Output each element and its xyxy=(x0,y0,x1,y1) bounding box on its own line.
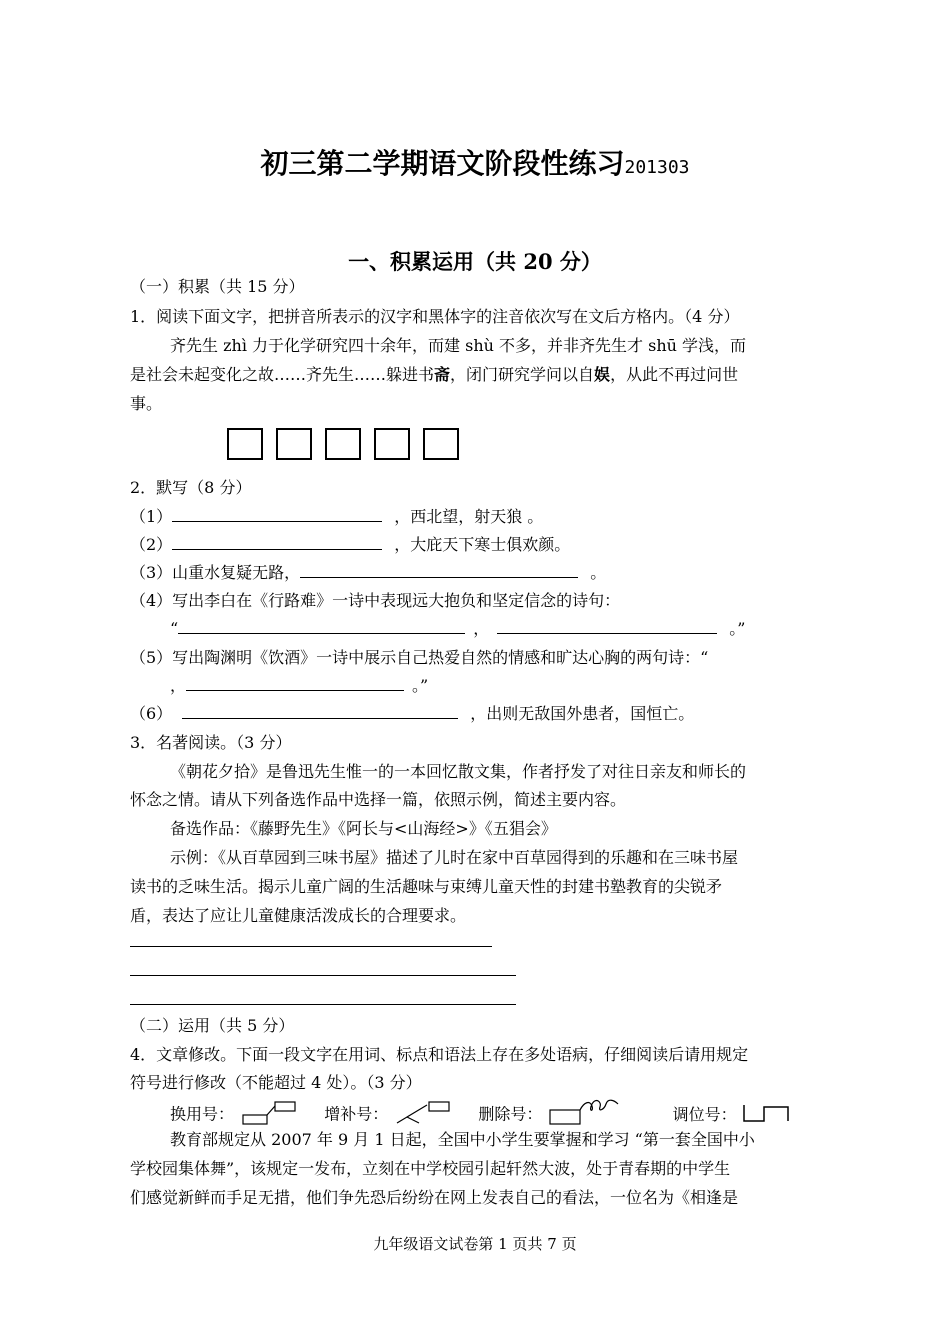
delete-mark-icon xyxy=(548,1098,628,1132)
answer-box-5[interactable] xyxy=(423,428,459,460)
q2-line5: （5）写出陶渊明《饮酒》一诗中展示自己热爱自然的情感和旷达心胸的两句诗：“ xyxy=(130,648,709,667)
q2-line1 xyxy=(130,507,543,527)
mark-swap-label: 调位号： xyxy=(672,1104,737,1124)
q2-line3 xyxy=(130,563,606,583)
answer-box-2[interactable] xyxy=(276,428,312,460)
q2-blank-3[interactable] xyxy=(300,563,578,578)
replace-mark-icon xyxy=(239,1101,299,1129)
q1-para-line3: 事。 xyxy=(130,394,163,413)
page-footer: 九年级语文试卷第 1 页共 7 页 xyxy=(373,1235,577,1253)
q2-line4b-end: 。” xyxy=(729,619,746,638)
q2-line3-end: 。 xyxy=(590,563,607,582)
mark-delete-label: 删除号： xyxy=(478,1104,543,1124)
q2-line2-text: ，大庇天下寒士俱欢颜。 xyxy=(394,535,571,554)
q2-line5b-comma: ， xyxy=(170,676,187,695)
q3-para-1: 《朝花夕拾》是鲁迅先生惟一的一本回忆散文集，作者抒发了对往日亲友和师长的 xyxy=(170,762,747,781)
q4-para-2: 学校园集体舞”，该规定一发布，立刻在中学校园引起轩然大波，处于青春期的中学生 xyxy=(130,1159,731,1178)
section-title: 一、积累运用（共 20 分） xyxy=(348,249,602,274)
swap-mark-icon xyxy=(742,1101,794,1129)
answer-box-3[interactable] xyxy=(325,428,361,460)
q1-para-line1: 齐先生 zhì 力于化学研究四十余年，而建 shù 不多，并非齐先生才 shū 学浅，而 xyxy=(170,336,747,355)
answer-box-1[interactable] xyxy=(227,428,263,460)
q2-line2 xyxy=(130,535,570,555)
answer-box-4[interactable] xyxy=(374,428,410,460)
q1-para-line2c: ，从此不再过问世 xyxy=(610,365,739,384)
q4-para-1: 教育部规定从 2007 年 9 月 1 日起，全国中小学生要掌握和学习 “第一套全国中小 xyxy=(170,1130,755,1149)
q2-line5b-end: 。” xyxy=(412,676,429,695)
q1-bold-char-2: 娱 xyxy=(594,365,611,384)
q1-bold-char-1: 斋 xyxy=(434,365,451,384)
q2-line6 xyxy=(130,704,694,724)
q2-blank-2[interactable] xyxy=(172,535,382,550)
mark-replace-label: 换用号： xyxy=(170,1104,235,1124)
answer-boxes xyxy=(227,428,459,460)
q3-stem: 3．名著阅读。（3 分） xyxy=(130,733,292,752)
part1-heading: （一）积累（共 15 分） xyxy=(130,277,305,296)
q2-stem: 2．默写（8 分） xyxy=(130,478,252,497)
q2-line3-text: （3）山重水复疑无路， xyxy=(130,563,301,582)
q2-line5b xyxy=(170,676,428,696)
q3-answer-line-1[interactable] xyxy=(130,946,492,947)
q3-para-6: 盾，表达了应让儿童健康活泼成长的合理要求。 xyxy=(130,906,467,925)
q2-line1-num: （1） xyxy=(130,507,173,526)
q3-para-3: 备选作品：《藤野先生》《阿长与<山海经>》《五猖会》 xyxy=(170,819,557,838)
q2-blank-1[interactable] xyxy=(172,507,382,522)
q2-blank-6[interactable] xyxy=(182,704,458,719)
q2-line2-num: （2） xyxy=(130,535,173,554)
part2-heading: （二）运用（共 5 分） xyxy=(130,1016,295,1035)
q2-blank-4a[interactable] xyxy=(178,619,465,634)
q2-blank-4b[interactable] xyxy=(497,619,717,634)
q4-stem-2: 符号进行修改（不能超过 4 处）。（3 分） xyxy=(130,1073,422,1092)
q4-stem-1: 4．文章修改。下面一段文字在用词、标点和语法上存在多处语病，仔细阅读后请用规定 xyxy=(130,1045,749,1064)
q3-answer-line-3[interactable] xyxy=(130,1004,516,1005)
q2-line6-num: （6） xyxy=(130,704,173,723)
q1-para-line2a: 是社会未起变化之故……齐先生……躲进书 xyxy=(130,365,435,384)
q1-stem: 1．阅读下面文字，把拼音所表示的汉字和黑体字的注音依次写在文后方格内。（4 分） xyxy=(130,307,740,326)
q1-para-line2 xyxy=(130,365,738,385)
title-text: 初三第二学期语文阶段性练习 xyxy=(260,147,625,180)
q2-line4b-comma: ， xyxy=(473,619,490,638)
q3-para-5: 读书的乏味生活。揭示儿童广阔的生活趣味与束缚儿童天性的封建书塾教育的尖锐矛 xyxy=(130,877,723,896)
insert-mark-icon xyxy=(393,1101,453,1129)
q2-blank-5[interactable] xyxy=(186,676,404,691)
q3-para-2: 怀念之情。请从下列备选作品中选择一篇，依照示例，简述主要内容。 xyxy=(130,790,627,809)
q2-line6-text: ，出则无敌国外患者，国恒亡。 xyxy=(470,704,695,723)
q3-para-4: 示例：《从百草园到三味书屋》描述了儿时在家中百草园得到的乐趣和在三味书屋 xyxy=(170,848,739,867)
q1-para-line2b: ，闭门研究学问以自 xyxy=(450,365,595,384)
q2-line1-text: ，西北望，射天狼 。 xyxy=(394,507,544,526)
q2-line4b-open: “ xyxy=(170,619,179,638)
mark-add-label: 增补号： xyxy=(324,1104,389,1124)
revision-marks xyxy=(170,1098,814,1132)
q3-answer-line-2[interactable] xyxy=(130,975,516,976)
title-code: 201303 xyxy=(624,157,690,178)
q2-line4b xyxy=(170,619,745,639)
q2-line4: （4）写出李白在《行路难》一诗中表现远大抱负和坚定信念的诗句： xyxy=(130,591,621,610)
page-title xyxy=(0,142,950,182)
q4-para-3: 们感觉新鲜而手足无措，他们争先恐后纷纷在网上发表自己的看法，一位名为《相逢是 xyxy=(130,1188,739,1207)
